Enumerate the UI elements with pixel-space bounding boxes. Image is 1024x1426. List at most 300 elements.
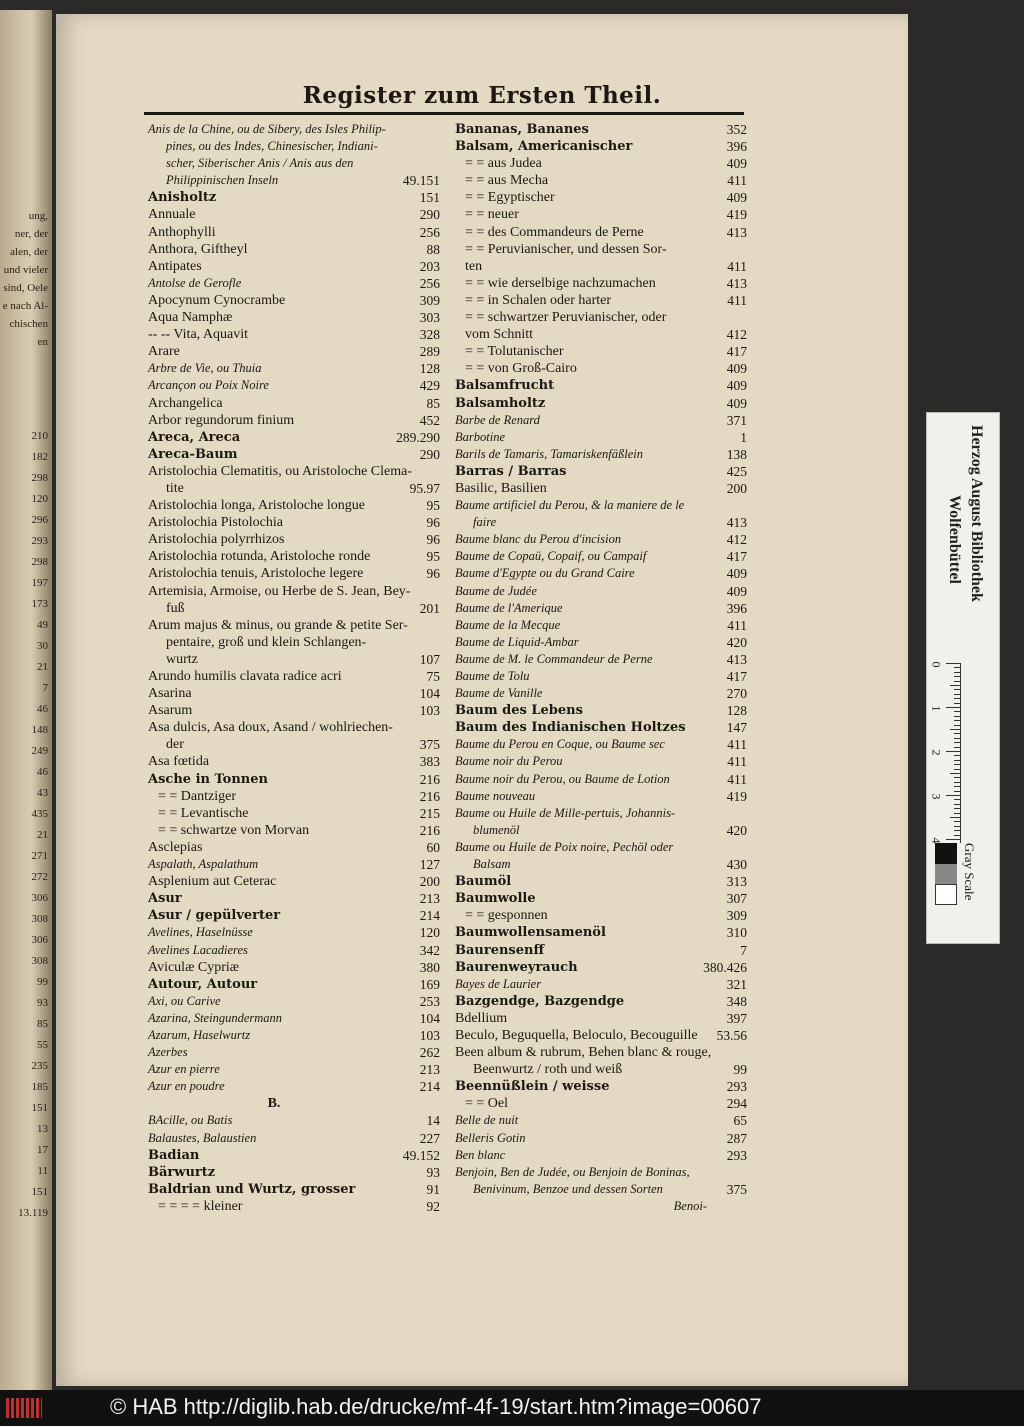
entry-term: Baume blanc du Perou d'incision [455, 532, 622, 547]
page-number: 128 [419, 361, 440, 377]
page-title: Register zum Ersten Theil. [302, 82, 662, 109]
entry-term: Baume artificiel du Perou, & la maniere de le [455, 498, 685, 513]
ruler-tick [954, 791, 960, 792]
page-number: 417 [726, 669, 747, 684]
entry-term: Arcançon ou Poix Noire [148, 378, 269, 393]
entry-term: Arum majus & minus, ou grande & petite Ser- [148, 617, 408, 633]
entry-term: Aqua Namphæ [148, 310, 233, 326]
index-entry [148, 668, 440, 685]
entry-term: = = = = kleiner [158, 1198, 243, 1214]
index-entry [148, 412, 440, 429]
page-number: 419 [726, 207, 747, 223]
gray-scale-label: Gray Scale [962, 843, 977, 901]
entry-term: Apocynum Cynocrambe [148, 292, 286, 308]
page-number: 203 [419, 258, 440, 274]
index-entry [148, 121, 440, 189]
page-number: 409 [726, 156, 747, 172]
index-entry [455, 395, 747, 412]
entry-term: Aristolochia Pistolochia [148, 515, 283, 531]
fragment-text: 173 [31, 598, 48, 610]
ruler-tick [954, 681, 960, 682]
index-entry [455, 360, 747, 377]
index-entry [455, 343, 747, 360]
entry-term: Ben blanc [455, 1147, 506, 1162]
gray-patch-mid [935, 864, 957, 885]
entry-term: Antolse de Gerofle [148, 275, 242, 290]
page-number: 413 [726, 275, 747, 291]
index-entry [455, 771, 747, 788]
index-entry [455, 873, 747, 890]
index-entry [148, 1112, 440, 1129]
ruler-tick [954, 830, 960, 831]
index-entry [148, 993, 440, 1010]
page-number: 214 [419, 908, 440, 924]
ruler-tick [954, 782, 960, 783]
index-entry [148, 1130, 440, 1147]
index-entry [148, 446, 440, 463]
fragment-text: 306 [31, 892, 48, 904]
page-number: 309 [726, 908, 747, 924]
entry-term: Aristolochia longa, Aristoloche longue [148, 498, 365, 514]
entry-term: Baume d'Egypte ou du Grand Caire [455, 566, 635, 581]
ruler-tick [954, 821, 960, 822]
index-entry [148, 617, 440, 668]
index-entry [148, 873, 440, 890]
index-entry [455, 1147, 747, 1164]
page-number: 417 [726, 344, 747, 360]
index-entry [148, 309, 440, 326]
ruler-tick [950, 729, 960, 730]
index-entry [148, 822, 440, 839]
index-entry [148, 565, 440, 582]
entry-term: Anis de la Chine, ou de Sibery, des Isles Philip- [148, 122, 386, 136]
ruler-tick [954, 755, 960, 756]
index-entry [455, 241, 747, 275]
page-number: 342 [419, 942, 440, 958]
entry-term: Baumwollensamenöl [455, 925, 606, 941]
entry-term: Avelines Lacadieres [148, 942, 248, 957]
index-entry [148, 531, 440, 548]
ruler-tick [946, 795, 960, 796]
entry-term: Bazgendge, Bazgendge [455, 993, 625, 1009]
index-entry [148, 702, 440, 719]
index-entry [148, 907, 440, 924]
entry-term: pines, ou des Indes, Chinesischer, Indiani- [166, 139, 378, 154]
fragment-text: 185 [31, 1081, 48, 1093]
entry-term: Balaustes, Balaustien [148, 1130, 257, 1145]
ruler-tick [954, 694, 960, 695]
fragment-text: 120 [31, 493, 48, 505]
page-number: 7 [740, 942, 747, 958]
index-entry [148, 377, 440, 394]
fragment-text: 235 [31, 1060, 48, 1072]
page-number: 321 [726, 976, 747, 992]
entry-term: Aristolochia rotunda, Aristoloche ronde [148, 549, 371, 565]
fragment-text: 296 [31, 514, 48, 526]
library-name-line: Herzog August Bibliothek [968, 425, 985, 602]
index-entry [455, 531, 747, 548]
index-entry [455, 172, 747, 189]
entry-term: Arundo humilis clavata radice acri [148, 669, 342, 684]
index-entry [455, 1027, 747, 1044]
page-number: 95 [426, 498, 440, 514]
footer-bar [0, 1390, 1024, 1426]
entry-term: Bärwurtz [148, 1164, 216, 1180]
entry-term: = = Dantziger [158, 788, 236, 804]
page-number: 411 [727, 258, 747, 274]
index-entry [455, 155, 747, 172]
index-entry [148, 890, 440, 907]
fragment-text: 306 [31, 934, 48, 946]
fragment-text: 13 [37, 1123, 48, 1135]
fragment-text: ner, der [14, 228, 48, 240]
page-number: 216 [419, 788, 440, 804]
index-entry [148, 856, 440, 873]
index-entry [455, 736, 747, 753]
page-number: 352 [726, 122, 747, 137]
page-number: 213 [419, 1062, 440, 1078]
entry-term: Asarina [148, 686, 192, 702]
page-number: 409 [726, 190, 747, 206]
ruler-tick [954, 835, 960, 836]
fragment-text: 46 [37, 703, 48, 715]
page-number: 397 [726, 1010, 747, 1026]
entry-term: Balsamholtz [455, 395, 546, 411]
facing-page-edge [0, 10, 52, 1390]
page-number: 75 [426, 669, 440, 684]
ruler-tick [954, 689, 960, 690]
entry-term: Azarum, Haselwurtz [148, 1027, 251, 1042]
page-number: 200 [726, 480, 747, 496]
page-number: 120 [419, 925, 440, 941]
entry-term: = = Egyptischer [465, 190, 555, 206]
entry-term: = = aus Judea [465, 156, 542, 172]
fragment-text: en [37, 336, 48, 348]
entry-term: Balsamfrucht [455, 378, 555, 394]
page-number: 409 [726, 378, 747, 394]
page-number: 270 [726, 686, 747, 702]
page-number: 413 [726, 224, 747, 240]
index-entry [148, 976, 440, 993]
fragment-text: 272 [31, 871, 48, 883]
ruler-tick [954, 808, 960, 809]
entry-term: Barbotine [455, 429, 505, 444]
index-entry [148, 1010, 440, 1027]
fragment-text: 46 [37, 766, 48, 778]
fragment-text: 298 [31, 472, 48, 484]
entry-term: Baume nouveau [455, 788, 536, 803]
index-entry [148, 839, 440, 856]
page-number: 293 [726, 1079, 747, 1095]
entry-term: Anisholtz [148, 190, 217, 206]
page-number: 293 [726, 1147, 747, 1163]
ruler-tick [954, 703, 960, 704]
page-number: 289 [419, 344, 440, 360]
index-entry [148, 206, 440, 223]
ruler-tick [954, 764, 960, 765]
entry-term: = = schwartze von Morvan [158, 822, 310, 838]
page-number: 96 [426, 566, 440, 582]
entry-term: Barras / Barras [455, 463, 567, 479]
page-number: 213 [419, 891, 440, 907]
page-number: 413 [726, 515, 747, 531]
gray-scale-chart [935, 843, 957, 905]
index-entry [455, 924, 747, 941]
fragment-text: sind, Oele [3, 282, 48, 294]
entry-term: Bdellium [455, 1010, 508, 1026]
ruler-number: 0 [929, 661, 944, 668]
index-entry [455, 702, 747, 719]
page-number: 290 [419, 207, 440, 223]
ruler-tick [950, 685, 960, 686]
page-number: 88 [426, 241, 440, 257]
entry-term: der [166, 737, 184, 753]
index-entry [455, 753, 747, 770]
fragment-text: 55 [37, 1039, 48, 1051]
fragment-text: e nach Al- [2, 300, 48, 312]
page-number: 95.97 [409, 480, 440, 496]
fragment-text: 293 [31, 535, 48, 547]
index-entry [148, 583, 440, 617]
entry-term: Azarina, Steingundermann [148, 1010, 283, 1025]
index-entry [455, 942, 747, 959]
entry-term: Baumöl [455, 874, 512, 890]
ruler-tick [954, 760, 960, 761]
page-number: 287 [726, 1130, 747, 1146]
index-entry [148, 275, 440, 292]
index-entry [148, 326, 440, 343]
entry-term: Aspalath, Aspalathum [148, 857, 259, 872]
entry-term: Bayes de Laurier [455, 976, 542, 991]
page-number: 96 [426, 515, 440, 531]
page-number: 128 [726, 703, 747, 719]
page-number: 417 [726, 549, 747, 565]
page-number: 411 [727, 617, 747, 633]
page-number: 309 [419, 292, 440, 308]
page-number: 200 [419, 874, 440, 890]
page-number: 49.152 [402, 1147, 440, 1163]
page-number: 375 [419, 737, 440, 753]
index-entry [148, 1198, 440, 1215]
page-number: 411 [727, 292, 747, 308]
ruler-tick [954, 676, 960, 677]
index-entry [455, 617, 747, 634]
entry-term: Beenwurtz / roth und weiß [473, 1062, 623, 1078]
index-entry [148, 224, 440, 241]
page-number: 313 [726, 874, 747, 890]
entry-term: Baum des Lebens [455, 703, 583, 719]
page-number: 409 [726, 361, 747, 377]
entry-term: Baum des Indianischen Holtzes [455, 720, 686, 736]
index-entry [148, 429, 440, 446]
fragment-text: 435 [31, 808, 48, 820]
index-entry [455, 805, 747, 839]
book-page [56, 14, 908, 1386]
index-entry [148, 753, 440, 770]
library-label [926, 412, 1000, 944]
entry-term: Anthophylli [148, 224, 216, 240]
entry-term: Baume noir du Perou [455, 754, 563, 769]
page-number: 375 [726, 1181, 747, 1197]
page-number: 371 [726, 412, 747, 428]
page-number: 452 [419, 412, 440, 428]
ruler-tick [954, 716, 960, 717]
index-entry [455, 651, 747, 668]
index-entry [455, 1078, 747, 1095]
ruler-tick [954, 733, 960, 734]
entry-term: Baume de Judée [455, 583, 537, 598]
title-rule [144, 112, 744, 115]
fragment-text: alen, der [10, 246, 48, 258]
entry-term: Belle de nuit [455, 1113, 519, 1128]
index-entry [455, 788, 747, 805]
entry-term: Balsam [473, 857, 511, 872]
entry-term: Aviculæ Cypriæ [148, 959, 240, 975]
fragment-text: 13.119 [18, 1207, 48, 1219]
page-number: 14 [426, 1113, 440, 1129]
entry-term: Beculo, Beguquella, Beloculo, Becouguille [455, 1027, 698, 1043]
fragment-text: und vieler [3, 264, 48, 276]
copyright-url[interactable]: © HAB http://diglib.hab.de/drucke/mf-4f-19/start.htm?image=00607 [110, 1394, 762, 1419]
page-number: 289.290 [396, 429, 440, 445]
page-number: 294 [726, 1096, 747, 1112]
index-entry [455, 1095, 747, 1112]
page-number: 214 [419, 1079, 440, 1095]
fragment-text: 182 [31, 451, 48, 463]
entry-term: Benoi- [673, 1198, 707, 1213]
library-city-line: Wolfenbüttel [946, 495, 963, 584]
entry-term: Badian [148, 1147, 200, 1163]
entry-term: pentaire, groß und klein Schlangen- [166, 634, 367, 650]
fragment-text: 93 [37, 997, 48, 1009]
fragment-text: 148 [31, 724, 48, 736]
entry-term: Benivinum, Benzoe und dessen Sorten [473, 1181, 663, 1196]
page-number: 419 [726, 788, 747, 804]
entry-term: Barils de Tamaris, Tamariskenfäßlein [455, 446, 643, 461]
ruler-tick [946, 751, 960, 752]
entry-term: Azerbes [148, 1045, 188, 1060]
ruler-tick [950, 817, 960, 818]
ruler-tick [954, 799, 960, 800]
entry-term: Balsam, Americanischer [455, 139, 633, 155]
index-entry [148, 942, 440, 959]
page-number: 147 [726, 720, 747, 736]
index-entry [148, 258, 440, 275]
page-number: 420 [726, 822, 747, 838]
ruler-tick [954, 720, 960, 721]
page-number: 420 [726, 634, 747, 650]
entry-term: Baume de la Mecque [455, 617, 561, 632]
entry-term: Aristolochia polyrrhizos [148, 532, 285, 548]
index-entry [455, 959, 747, 976]
entry-term: Baumwolle [455, 891, 536, 907]
page-number: 96 [426, 532, 440, 548]
page-number: 1 [740, 429, 747, 445]
entry-term: Aristolochia tenuis, Aristoloche legere [148, 566, 364, 582]
entry-term: = = schwartzer Peruvianischer, oder [465, 310, 667, 326]
index-entry [455, 890, 747, 907]
ruler-tick [954, 672, 960, 673]
entry-term: Beennüßlein / weisse [455, 1079, 610, 1095]
page-number: 411 [727, 771, 747, 787]
entry-term: Anthora, Giftheyl [148, 241, 248, 257]
index-entry [455, 1198, 747, 1215]
page-number: 92 [426, 1198, 440, 1214]
entry-term: Arbre de Vie, ou Thuia [148, 361, 262, 376]
page-number: 310 [726, 925, 747, 941]
entry-term: Antipates [148, 258, 202, 274]
page-number: 253 [419, 993, 440, 1009]
index-entry [455, 600, 747, 617]
ruler-tick [954, 667, 960, 668]
page-number: 103 [419, 1027, 440, 1043]
page-number: 256 [419, 275, 440, 291]
entry-term: Archangelica [148, 395, 223, 411]
page-number: 85 [426, 395, 440, 411]
entry-term: Arare [148, 344, 180, 360]
ruler-tick [950, 773, 960, 774]
index-entry [148, 514, 440, 531]
index-entry [455, 548, 747, 565]
page-number: 95 [426, 549, 440, 565]
entry-term: blumenöl [473, 822, 520, 837]
index-entry [148, 805, 440, 822]
index-entry [455, 189, 747, 206]
page-number: 262 [419, 1045, 440, 1061]
ruler-tick [946, 663, 960, 664]
page-number: 227 [419, 1130, 440, 1146]
page-number: 380 [419, 959, 440, 975]
fragment-text: 11 [37, 1165, 48, 1177]
fragment-text: chischen [9, 318, 48, 330]
index-entry [455, 480, 747, 497]
index-entry [148, 924, 440, 941]
index-entry [455, 976, 747, 993]
ruler-number: 3 [929, 793, 944, 800]
ruler-tick [954, 777, 960, 778]
entry-term: Philippinischen Inseln [166, 173, 279, 188]
fragment-text: 85 [37, 1018, 48, 1030]
index-entry [148, 497, 440, 514]
page-number: 201 [419, 600, 440, 616]
index-entry [455, 1164, 747, 1198]
ruler-tick [954, 742, 960, 743]
entry-term: Areca, Areca [148, 429, 241, 445]
entry-term: = = Peruvianischer, und dessen Sor- [465, 241, 667, 257]
page-number: 138 [726, 446, 747, 462]
index-entry [148, 1044, 440, 1061]
index-entry [148, 548, 440, 565]
ruler-tick [954, 738, 960, 739]
page-number: 93 [426, 1164, 440, 1180]
page-number: 409 [726, 566, 747, 582]
index-entry [148, 1181, 440, 1198]
fragment-text: 308 [31, 955, 48, 967]
fragment-text: 298 [31, 556, 48, 568]
ruler-tick [954, 826, 960, 827]
ruler-tick [954, 747, 960, 748]
index-entry [455, 1010, 747, 1027]
entry-term: = = Oel [465, 1096, 509, 1112]
entry-term: = = in Schalen oder harter [465, 292, 612, 308]
entry-term: Avelines, Haselnüsse [148, 925, 253, 940]
fragment-text: 49 [37, 619, 48, 631]
measurement-ruler [931, 663, 961, 843]
index-column-left [148, 121, 440, 1215]
ruler-tick [954, 813, 960, 814]
entry-term: Azur en poudre [148, 1079, 225, 1094]
entry-term: = = Levantische [158, 805, 249, 821]
